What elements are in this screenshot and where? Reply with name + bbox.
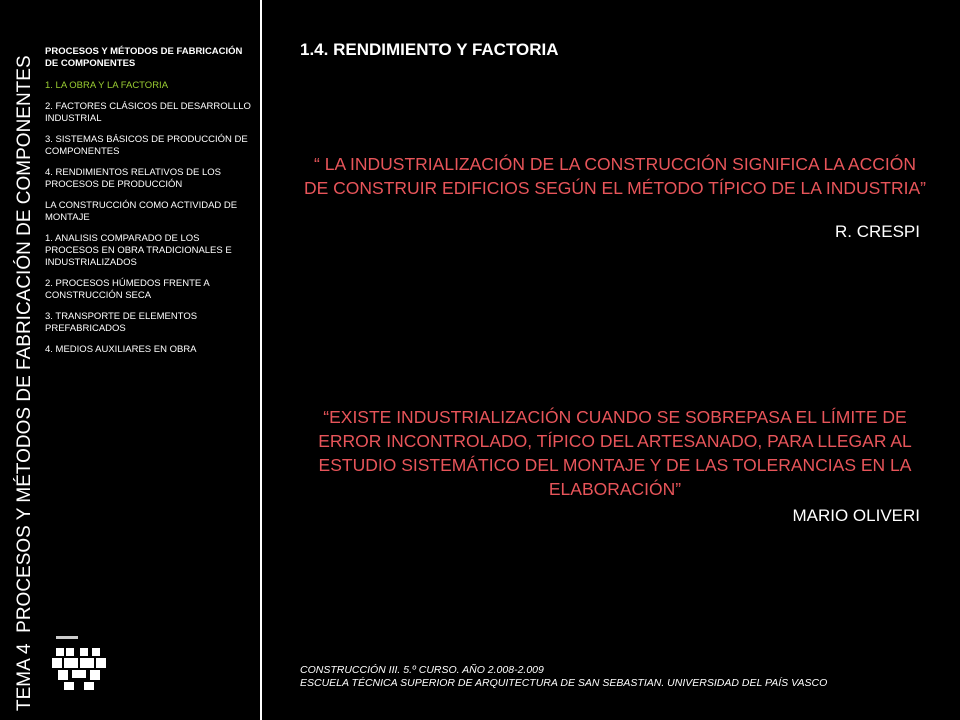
vertical-divider <box>260 0 262 720</box>
quote-oliveri: “EXISTE INDUSTRIALIZACIÓN CUANDO SE SOBREPASA EL LÍMITE DE ERROR INCONTROLADO, TÍPICO DEL ARTESANADO, PARA LLEGAR AL ESTUDIO SISTEMÁTICO DEL MONTAJE Y DE LAS TOLERANCIAS EN LA ELABORACIÓN” <box>318 407 912 499</box>
quote-crespi: “ LA INDUSTRIALIZACIÓN DE LA CONSTRUCCIÓN SIGNIFICA LA ACCIÓN DE CONSTRUIR EDIFICIOS SEGÚN EL MÉTODO TÍPICO DE LA INDUSTRIA” <box>304 154 926 198</box>
upv-ehu-logo-icon <box>50 634 108 692</box>
footer-school: ESCUELA TÉCNICA SUPERIOR DE ARQUITECTURA DE SAN SEBASTIAN. UNIVERSIDAD DEL PAÍS VASCO <box>300 677 828 689</box>
nav-header-line2: DE COMPONENTES <box>45 58 136 69</box>
nav-item-sistemas-basicos[interactable]: 3. SISTEMAS BÁSICOS DE PRODUCCIÓN DE COMPONENTES <box>45 134 248 157</box>
nav-item-medios-auxiliares[interactable]: 4. MEDIOS AUXILIARES EN OBRA <box>45 344 197 355</box>
nav-item-procesos-humedos[interactable]: 2. PROCESOS HÚMEDOS FRENTE A CONSTRUCCIÓN SECA <box>45 278 210 301</box>
nav-item-rendimientos[interactable]: 4. RENDIMIENTOS RELATIVOS DE LOS PROCESOS DE PRODUCCIÓN <box>45 167 221 190</box>
nav-item-factores-clasicos[interactable]: 2. FACTORES CLÁSICOS DEL DESARROLLLO INDUSTRIAL <box>45 101 251 124</box>
vertical-section-title <box>12 11 38 711</box>
sidebar-nav <box>45 46 255 365</box>
nav-item-construccion-montaje[interactable]: LA CONSTRUCCIÓN COMO ACTIVIDAD DE MONTAJE <box>45 200 238 223</box>
tema-label: TEMA 4 <box>14 643 35 711</box>
quote-author-crespi: R. CRESPI <box>834 222 920 241</box>
nav-header <box>45 46 255 70</box>
nav-item-obra-factoria[interactable]: 1. LA OBRA Y LA FACTORIA <box>45 80 169 91</box>
tema-title: PROCESOS Y MÉTODOS DE FABRICACIÓN DE COMPONENTES <box>14 55 35 633</box>
university-logo <box>50 634 108 692</box>
footer-course: CONSTRUCCIÓN III. 5.º CURSO. AÑO 2.008-2.009 <box>300 664 544 676</box>
footer-credits <box>300 664 827 690</box>
nav-header-line1: PROCESOS Y MÉTODOS DE FABRICACIÓN <box>45 46 243 57</box>
nav-item-transporte[interactable]: 3. TRANSPORTE DE ELEMENTOS PREFABRICADOS <box>45 311 198 334</box>
nav-item-analisis-comparado[interactable]: 1. ANALISIS COMPARADO DE LOS PROCESOS EN OBRA TRADICIONALES E INDUSTRIALIZADOS <box>45 233 232 268</box>
quote-author-oliveri: MARIO OLIVERI <box>792 506 920 525</box>
slide-heading: 1.4. RENDIMIENTO Y FACTORIA <box>300 40 559 59</box>
